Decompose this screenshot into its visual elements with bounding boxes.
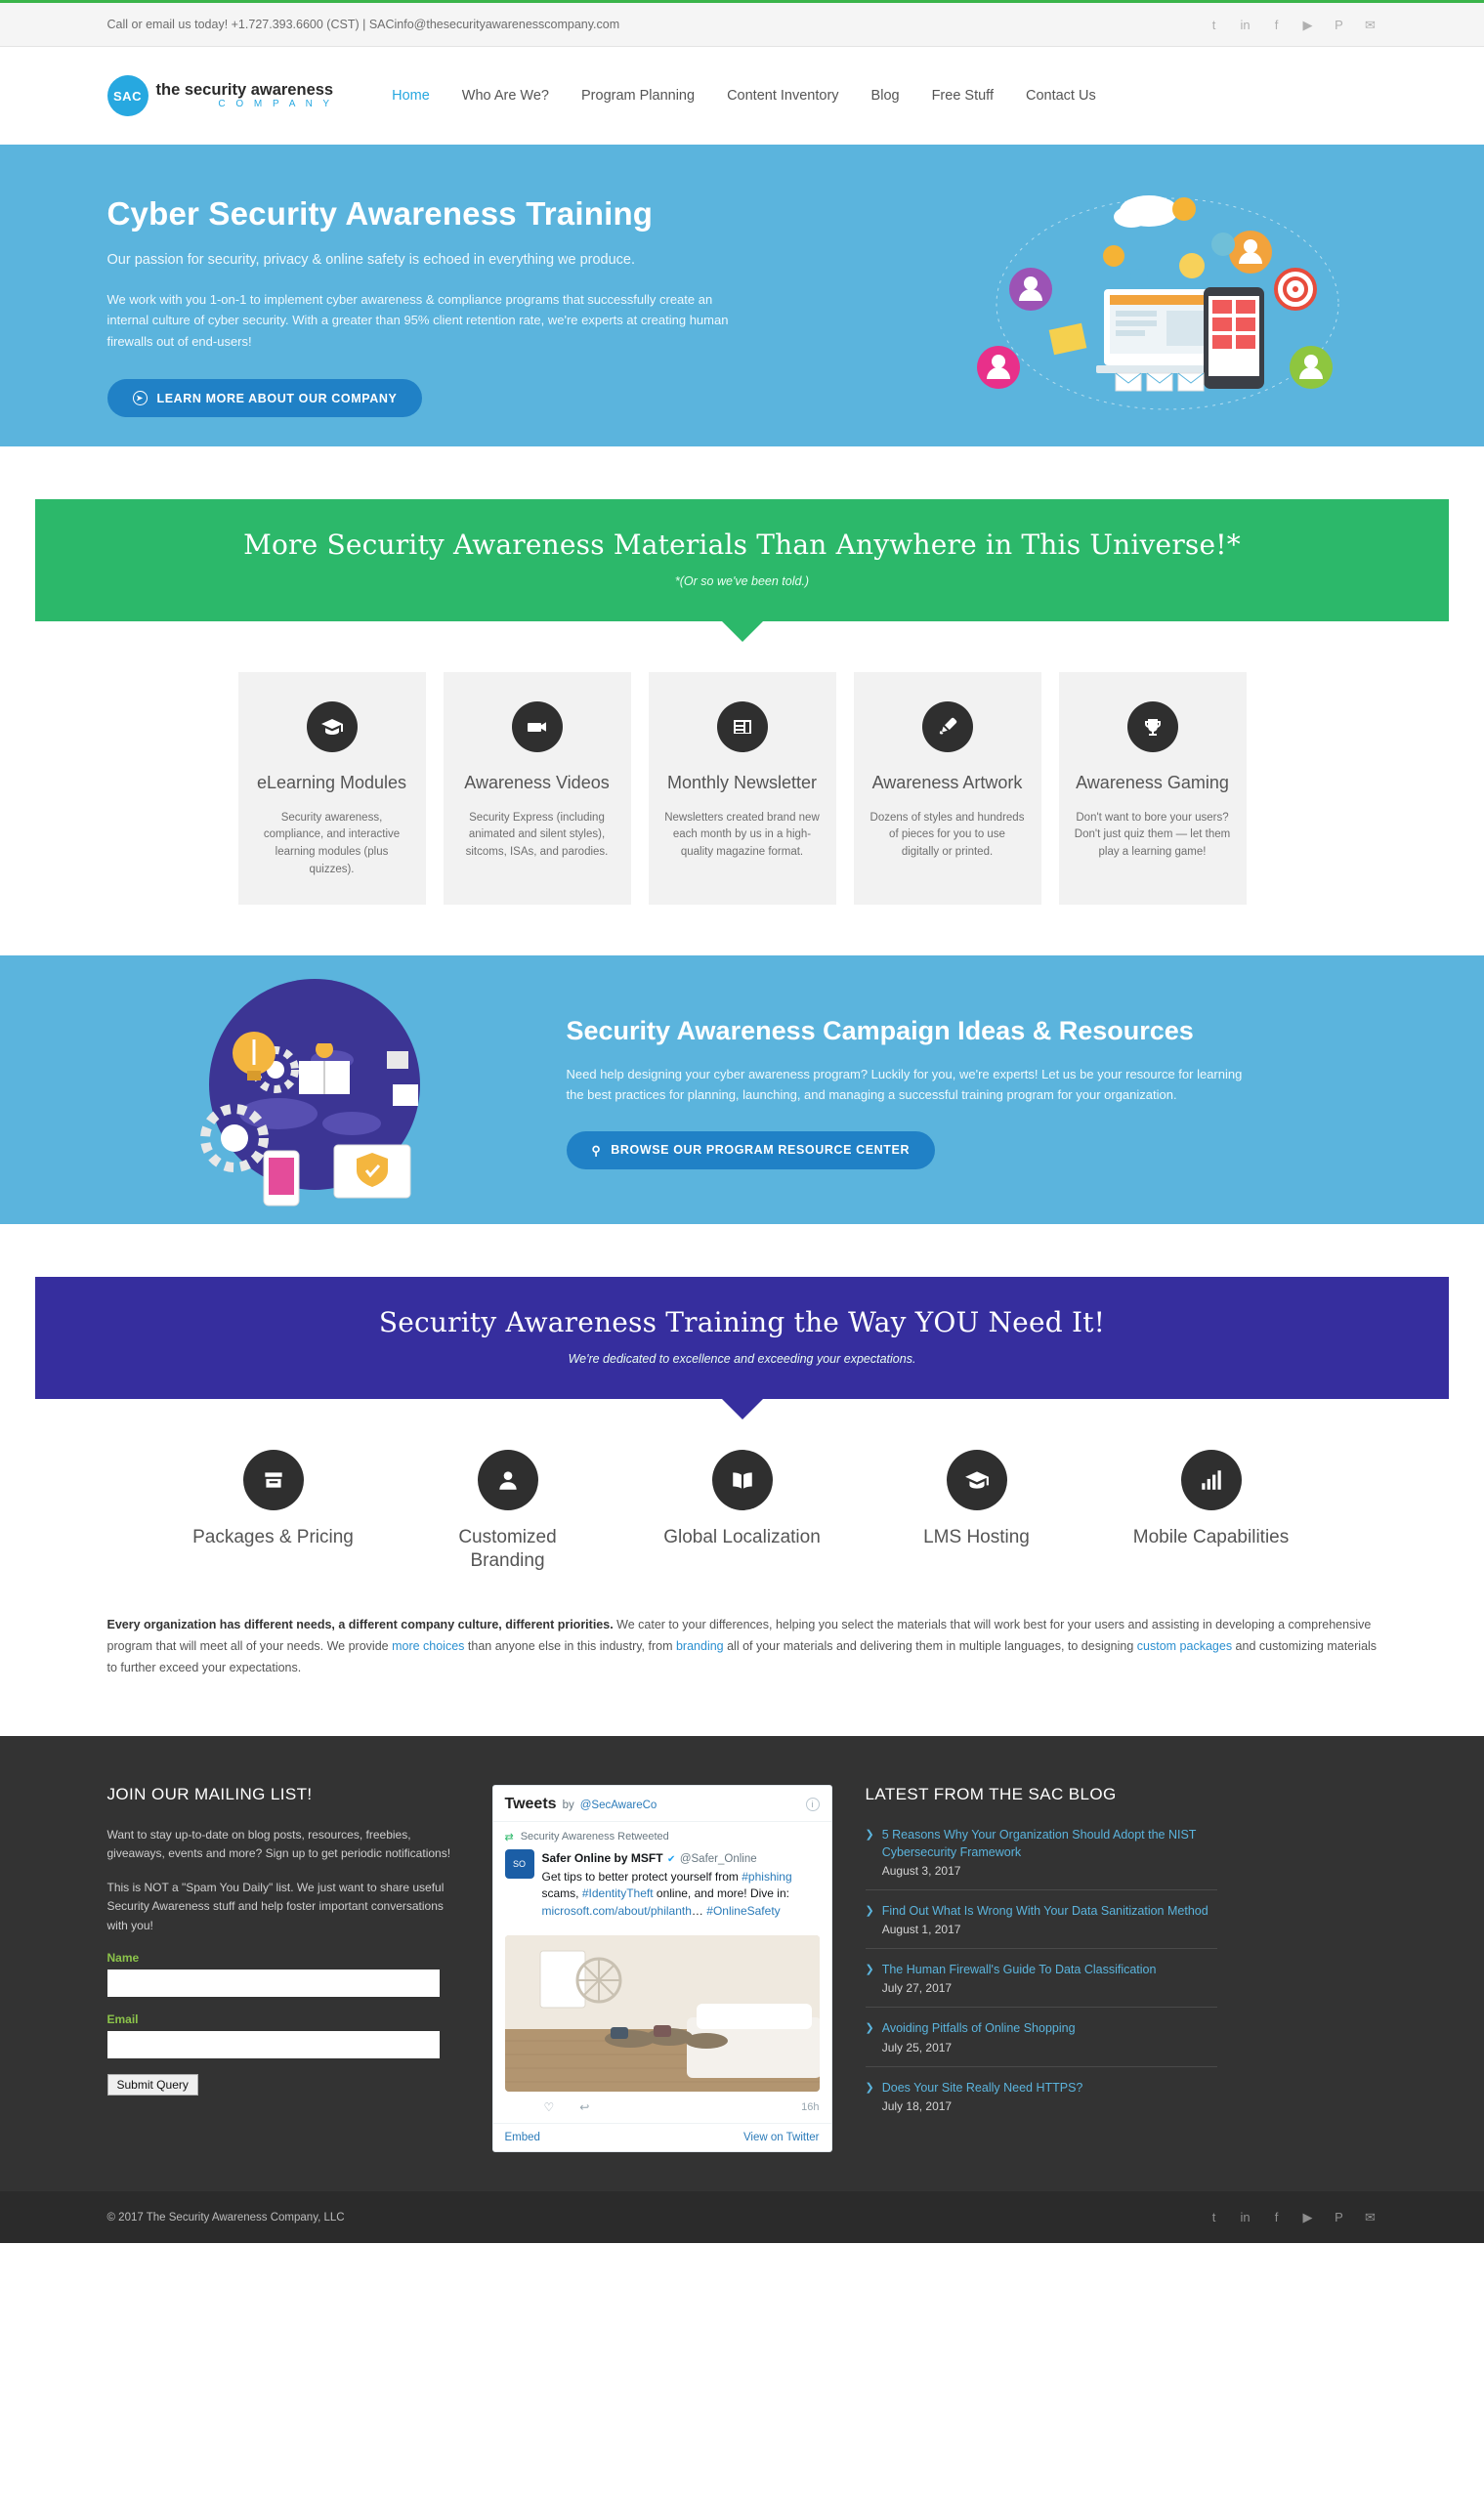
campaign-section — [0, 955, 1484, 1224]
blog-post-date: August 1, 2017 — [881, 1923, 961, 1937]
learn-more-label: LEARN MORE ABOUT OUR COMPANY — [156, 391, 398, 405]
materials-band — [35, 499, 1449, 621]
submit-query-button[interactable]: Submit Query — [107, 2074, 198, 2096]
hero-banner — [0, 145, 1484, 446]
logo-line-2: C O M P A N Y — [218, 99, 334, 110]
tweet-author-handle[interactable]: @Safer_Online — [679, 1852, 757, 1865]
feature-card[interactable] — [649, 672, 836, 905]
learn-more-button[interactable] — [107, 379, 423, 417]
mailing-list-title: JOIN OUR MAILING LIST! — [106, 1784, 313, 1803]
twitter-timeline-card — [492, 1785, 832, 2152]
paragraph-part-3: all of your materials and delivering them in multiple languages, to designing — [723, 1639, 1137, 1654]
feature-card-body: Don't want to bore your users? Don't just quiz them — let them play a learning game! — [1074, 811, 1231, 859]
feature-card-title: Awareness Gaming — [1076, 773, 1229, 792]
blog-post-title[interactable]: The Human Firewall's Guide To Data Classification — [881, 1963, 1157, 1977]
twitter-icon[interactable]: t — [1211, 2210, 1216, 2225]
nav-item-content-inventory[interactable]: Content Inventory — [727, 88, 839, 104]
graduation-cap-icon — [947, 1450, 1007, 1510]
hashtag-identitytheft-link[interactable]: #IdentityTheft — [581, 1886, 654, 1901]
capability-item[interactable] — [1124, 1450, 1299, 1573]
twitter-card-footer — [493, 2123, 831, 2151]
paragraph-part-4: and customizing materials to further exceed your expectations. — [106, 1639, 1378, 1674]
arrow-right-icon: ➤ — [133, 391, 148, 405]
need-band-subtitle: We're dedicated to excellence and exceeding your expectations. — [568, 1351, 916, 1366]
nav-item-home[interactable]: Home — [392, 88, 430, 104]
materials-band-wrap — [0, 446, 1484, 621]
blog-list-item[interactable] — [866, 2079, 1217, 2125]
mailing-list-paragraph-2: This is NOT a "Spam You Daily" list. We just want to share useful Security Awareness stuff and help foster important conversations with you! — [106, 1881, 445, 1932]
email-input[interactable] — [107, 2031, 440, 2058]
email-field-label: Email — [106, 2012, 139, 2026]
feature-card[interactable] — [238, 672, 426, 905]
need-band — [35, 1277, 1449, 1399]
browse-resource-center-label: BROWSE OUR PROGRAM RESOURCE CENTER — [611, 1143, 911, 1158]
main-navigation — [392, 88, 1096, 104]
facebook-icon[interactable]: f — [1274, 17, 1279, 32]
twitter-header-title: Tweets — [504, 1795, 557, 1812]
nav-item-blog[interactable]: Blog — [870, 88, 900, 104]
reply-icon[interactable]: ↩ — [579, 2100, 590, 2115]
nav-item-who-are-we[interactable]: Who Are We? — [461, 88, 549, 104]
blog-post-date: July 27, 2017 — [881, 1981, 953, 1996]
tweet-ellipsis: … — [691, 1903, 703, 1918]
copyright-text: © 2017 The Security Awareness Company, LLC — [106, 2211, 345, 2224]
facebook-icon[interactable]: f — [1274, 2210, 1279, 2225]
capability-item[interactable] — [655, 1450, 830, 1573]
info-icon[interactable]: i — [806, 1798, 820, 1811]
capability-title: Packages & Pricing — [192, 1526, 354, 1547]
contact-info — [107, 18, 620, 31]
tweet-time: 16h — [801, 2101, 820, 2114]
feature-card-title: Awareness Artwork — [871, 773, 1023, 792]
tweet-author-name[interactable]: Safer Online by MSFT — [541, 1850, 663, 1865]
twitter-icon[interactable]: t — [1211, 17, 1216, 32]
avatar: SO — [505, 1849, 534, 1879]
blog-post-date: July 18, 2017 — [881, 2098, 953, 2113]
user-person-icon — [478, 1450, 538, 1510]
feature-card-body: Newsletters created brand new each month by us in a high-quality magazine format. — [664, 811, 820, 859]
hashtag-onlinesafety-link[interactable]: #OnlineSafety — [706, 1903, 781, 1918]
chevron-right-icon: ❯ — [865, 1828, 874, 1841]
twitter-header-handle[interactable]: @SecAwareCo — [579, 1799, 657, 1811]
embed-link[interactable]: Embed — [504, 2132, 540, 2144]
blog-list-item[interactable] — [866, 2019, 1217, 2066]
band-arrow-down-icon — [722, 1399, 763, 1419]
name-input[interactable] — [107, 1970, 440, 1997]
hero-illustration-svg — [957, 172, 1368, 426]
blog-post-title[interactable]: Find Out What Is Wrong With Your Data Sanitization Method — [881, 1904, 1208, 1919]
tweet-body — [493, 1847, 831, 1927]
tweet-text — [542, 1869, 820, 1920]
contact-phone-text: Call or email us today! +1.727.393.6600 (CST) | — [106, 18, 369, 31]
tweet-external-link[interactable]: microsoft.com/about/philanth — [541, 1903, 692, 1918]
site-logo[interactable] — [107, 75, 334, 116]
like-heart-icon[interactable]: ♡ — [543, 2100, 555, 2115]
pinterest-icon[interactable]: P — [1335, 2210, 1343, 2225]
blog-list-item[interactable] — [866, 1961, 1217, 2008]
more-choices-link[interactable]: more choices — [392, 1639, 465, 1654]
blog-post-title[interactable]: Avoiding Pitfalls of Online Shopping — [881, 2021, 1076, 2036]
hero-subtitle: Our passion for security, privacy & online safety is echoed in everything we produce. — [106, 252, 636, 268]
materials-band-title: More Security Awareness Materials Than Anywhere in This Universe!* — [243, 529, 1241, 561]
top-contact-bar — [0, 0, 1484, 47]
nav-item-contact-us[interactable]: Contact Us — [1025, 88, 1096, 104]
footer-social-links — [1208, 2211, 1378, 2224]
hero-body-text: We work with you 1-on-1 to implement cyber awareness & compliance programs that successfully create an internal culture of cyber security. With a greater than 95% client retention rate, we're experts at creating human firewalls out of end-users! — [106, 292, 729, 349]
blog-post-date: August 3, 2017 — [881, 1864, 961, 1879]
campaign-title: Security Awareness Campaign Ideas & Resources — [566, 1015, 1194, 1045]
bar-chart-icon — [1181, 1450, 1242, 1510]
linkedin-icon[interactable]: in — [1240, 17, 1251, 32]
feature-card-title: Awareness Videos — [464, 773, 610, 792]
capability-item[interactable] — [186, 1450, 361, 1573]
differences-paragraph — [107, 1615, 1378, 1736]
campaign-body: Need help designing your cyber awareness program? Luckily for you, we're experts! Let us be your resource for learning the best practices for planning, launching, and managing a successful training program for your organization. — [566, 1066, 1243, 1103]
video-camera-icon — [512, 701, 563, 752]
chevron-right-icon: ❯ — [865, 1905, 874, 1918]
feature-card-list — [107, 672, 1378, 905]
copyright-bar — [0, 2191, 1484, 2243]
pinterest-icon[interactable]: P — [1335, 17, 1343, 32]
tweet-author-line — [542, 1849, 820, 1867]
twitter-card-header — [493, 1786, 831, 1822]
tweet-image[interactable] — [505, 1935, 820, 2092]
capability-item[interactable] — [420, 1450, 596, 1573]
retweet-label-row — [493, 1822, 831, 1847]
paragraph-part-2: than anyone else in this industry, from — [464, 1639, 676, 1654]
youtube-icon[interactable]: ▶ — [1302, 2210, 1313, 2225]
twitter-header-by: by — [562, 1799, 574, 1811]
mailing-list-paragraph-1: Want to stay up-to-date on blog posts, resources, freebies, giveaways, events and more? Sign up to get periodic notifications! — [106, 1827, 451, 1861]
need-band-title: Security Awareness Training the Way YOU Need It! — [378, 1305, 1106, 1338]
nav-item-free-stuff[interactable]: Free Stuff — [931, 88, 994, 104]
capability-title: Global Localization — [663, 1526, 821, 1547]
verified-badge-icon: ✔ — [666, 1853, 676, 1865]
paragraph-lead: Every organization has different needs, a different company culture, different priorities. — [106, 1618, 614, 1632]
feature-card[interactable] — [444, 672, 631, 905]
band-arrow-down-icon — [722, 621, 763, 642]
paragraph-part-1: We cater to your differences, helping you select the materials that will work best for your users and assisting in developing a comprehensive program that will meet all of your needs. We provide — [106, 1618, 1372, 1654]
youtube-icon[interactable]: ▶ — [1302, 17, 1313, 32]
tweet-text-2: scams, — [541, 1886, 582, 1901]
linkedin-icon[interactable]: in — [1240, 2210, 1251, 2225]
email-icon[interactable]: ✉ — [1365, 2210, 1376, 2225]
paintbrush-icon — [922, 701, 973, 752]
chevron-right-icon: ❯ — [865, 2081, 874, 2094]
view-on-twitter-link[interactable]: View on Twitter — [742, 2132, 820, 2144]
trophy-icon — [1127, 701, 1178, 752]
feature-card-title: eLearning Modules — [256, 773, 407, 792]
open-book-icon — [712, 1450, 773, 1510]
contact-email-link[interactable]: SACinfo@thesecurityawarenesscompany.com — [368, 18, 620, 31]
site-footer — [0, 1736, 1484, 2191]
capability-title: Mobile Capabilities — [1132, 1526, 1290, 1547]
email-icon[interactable]: ✉ — [1365, 17, 1376, 32]
branding-link[interactable]: branding — [675, 1639, 724, 1654]
name-field-label: Name — [106, 1950, 140, 1965]
graduation-cap-icon — [307, 701, 358, 752]
need-band-wrap — [0, 1224, 1484, 1399]
blog-post-date: July 25, 2017 — [881, 2040, 953, 2054]
tweet-actions — [493, 2092, 831, 2123]
feature-card[interactable] — [854, 672, 1041, 905]
newspaper-icon — [717, 701, 768, 752]
mailing-list-column — [107, 1785, 459, 2152]
blog-list-item[interactable] — [866, 1902, 1217, 1949]
feature-card-body: Security Express (including animated and silent styles), sitcoms, ISAs, and parodies. — [465, 811, 609, 859]
hashtag-phishing-link[interactable]: #phishing — [742, 1869, 792, 1884]
tweet-image-svg — [505, 1935, 820, 2092]
location-pin-icon: ⚲ — [591, 1143, 602, 1158]
feature-card[interactable] — [1059, 672, 1247, 905]
campaign-illustration — [107, 967, 528, 1211]
capability-title: LMS Hosting — [923, 1526, 1030, 1547]
tweet-text-1: Get tips to better protect yourself from — [541, 1869, 742, 1884]
blog-list-item[interactable] — [866, 1826, 1217, 1890]
blog-post-title[interactable]: Does Your Site Really Need HTTPS? — [881, 2080, 1083, 2095]
retweet-icon: ⇄ — [504, 1831, 514, 1843]
hero-title: Cyber Security Awareness Training — [106, 195, 654, 232]
blog-column — [866, 1785, 1217, 2152]
chevron-right-icon: ❯ — [865, 1964, 874, 1976]
blog-post-title[interactable]: 5 Reasons Why Your Organization Should Adopt the NIST Cybersecurity Framework — [881, 1827, 1197, 1859]
feature-card-title: Monthly Newsletter — [666, 773, 818, 792]
capability-item[interactable] — [889, 1450, 1065, 1573]
site-header — [0, 47, 1484, 145]
retweet-label: Security Awareness Retweeted — [520, 1831, 669, 1843]
nav-item-program-planning[interactable]: Program Planning — [581, 88, 696, 104]
chevron-right-icon: ❯ — [865, 2022, 874, 2035]
topbar-social-links — [1208, 19, 1378, 31]
logo-line-1: the security awareness — [155, 80, 334, 99]
tweet-text-3: online, and more! Dive in: — [653, 1886, 789, 1901]
custom-packages-link[interactable]: custom packages — [1136, 1639, 1233, 1654]
feature-card-body: Dozens of styles and hundreds of pieces for you to use digitally or printed. — [869, 811, 1025, 859]
campaign-illustration-svg — [107, 967, 528, 1211]
browse-resource-center-button[interactable] — [567, 1131, 936, 1169]
capability-icon-list — [107, 1450, 1378, 1573]
logo-badge-icon: SAC — [107, 75, 148, 116]
materials-band-subtitle: *(Or so we've been told.) — [674, 574, 810, 588]
blog-column-title: LATEST FROM THE SAC BLOG — [865, 1784, 1117, 1803]
capability-title: Customized Branding — [458, 1526, 557, 1571]
package-box-icon — [243, 1450, 304, 1510]
feature-card-body: Security awareness, compliance, and interactive learning modules (plus quizzes). — [263, 811, 401, 875]
hero-illustration — [957, 172, 1368, 426]
twitter-column — [492, 1785, 832, 2152]
